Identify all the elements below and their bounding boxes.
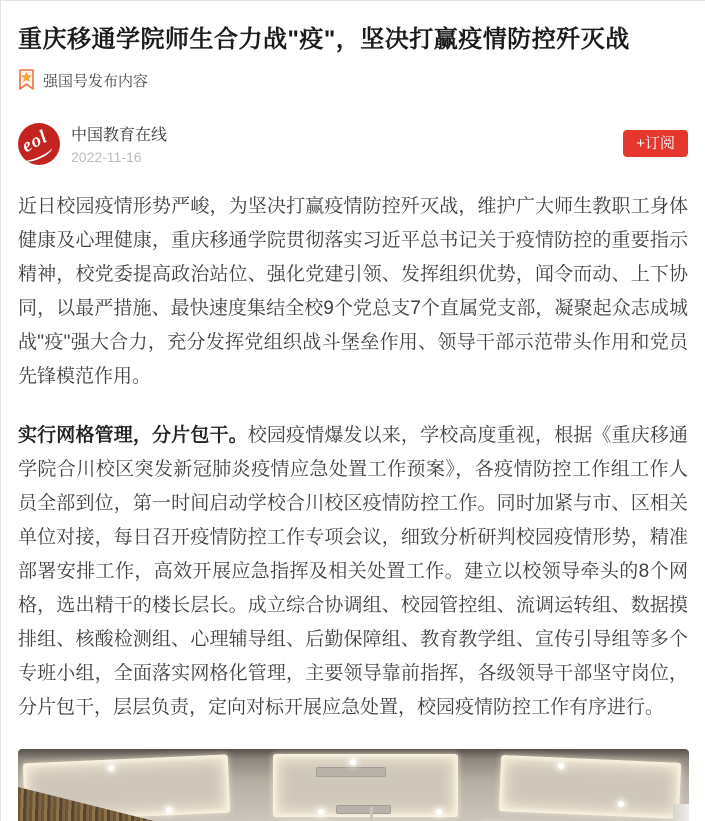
photo-downlight: [558, 763, 564, 769]
paragraph-1: 近日校园疫情形势严峻，为坚决打赢疫情防控歼灭战，维护广大师生教职工身体健康及心理健康，重庆移通学院贯彻落实习近平总书记关于疫情防控的重要指示精神，校党委提高政治站位、强化党建引领、发挥组织优势，闻令而动、上下协同，以最严措施、最快速度集结全校9个党总支7个直属党支部，凝聚起众志成城战"疫"强大合力，充分发挥党组织战斗堡垒作用、领导干部示范带头作用和党员先锋模范作用。: [18, 196, 688, 387]
publisher-row: [18, 122, 688, 165]
publish-date: 2022-11-16: [71, 149, 142, 165]
paragraph-2: [18, 419, 688, 725]
photo-downlight: [350, 759, 356, 765]
paragraph-2-lead: 实行网格管理，分片包干。: [18, 425, 248, 446]
subscribe-button[interactable]: +订阅: [623, 130, 688, 157]
paragraph-2-body: 校园疫情爆发以来，学校高度重视，根据《重庆移通学院合川校区突发新冠肺炎疫情应急处置工作预案》，各疫情防控工作组工作人员全部到位，第一时间启动学校合川校区疫情防控工作。同时加紧与市、区相关单位对接，每日召开疫情防控工作专项会议，细致分析研判校园疫情形势，精准部署安排工作，高效开展应急指挥及相关处置工作。建立以校领导牵头的8个网格，选出精干的楼长层长。成立综合协调组、校园管控组、流调运转组、数据摸排组、核酸检测组、心理辅导组、后勤保障组、教育教学组、宣传引导组等多个专班小组，全面落实网格化管理，主要领导靠前指挥，各级领导干部坚守岗位，分片包干，层层负责，定向对标开展应急处置，校园疫情防控工作有序进行。: [18, 425, 688, 718]
photo-ceiling-coffer: [499, 755, 681, 819]
publisher-logo-text: eol: [18, 125, 52, 157]
ribbon-star-badge-icon: [18, 69, 35, 91]
photo-projector-pole: [370, 807, 373, 821]
article-title: 重庆移通学院师生合力战"疫"，坚决打赢疫情防控歼灭战: [18, 26, 630, 53]
photo-downlight: [618, 801, 624, 807]
photo-downlight: [108, 765, 114, 771]
source-badge: [18, 69, 688, 91]
photo-ceiling-vent: [316, 767, 386, 777]
source-badge-label: 强国号发布内容: [43, 72, 149, 90]
photo-ceiling-vent: [336, 805, 391, 814]
photo-right-wall-edge: [673, 804, 689, 821]
publisher-avatar[interactable]: [18, 123, 60, 165]
photo-downlight: [436, 809, 442, 815]
photo-downlight: [318, 809, 324, 815]
publisher-meta: [71, 122, 623, 165]
article-photo-conference-room[interactable]: [18, 749, 689, 821]
photo-downlight: [166, 807, 172, 813]
publisher-name[interactable]: 中国教育在线: [71, 127, 168, 144]
